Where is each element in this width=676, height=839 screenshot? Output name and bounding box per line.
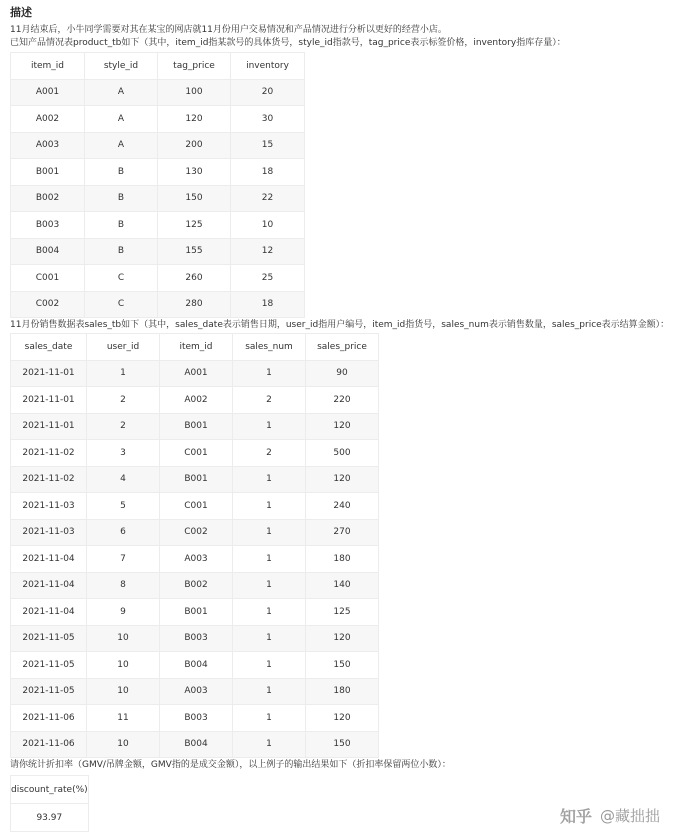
table-cell: 120 <box>306 705 379 732</box>
section-title: 描述 <box>10 6 32 19</box>
table-cell: A <box>85 132 158 159</box>
column-header: item_id <box>160 334 233 361</box>
table-cell: 5 <box>87 493 160 520</box>
table-cell: 2021-11-03 <box>11 493 87 520</box>
table-row <box>11 493 379 520</box>
table-cell: B003 <box>160 625 233 652</box>
table-cell: 220 <box>306 387 379 414</box>
table-row <box>11 185 305 212</box>
table-cell: 1 <box>233 705 306 732</box>
table-cell: 270 <box>306 519 379 546</box>
table-cell: 1 <box>233 652 306 679</box>
table-cell: A001 <box>11 79 85 106</box>
table-cell: A003 <box>11 132 85 159</box>
table-cell: A003 <box>160 546 233 573</box>
table-cell: 2021-11-01 <box>11 387 87 414</box>
table-row <box>11 159 305 186</box>
table-cell: 8 <box>87 572 160 599</box>
table-cell: 10 <box>87 652 160 679</box>
sales-table-description: 11月份销售数据表sales_tb如下（其中，sales_date表示销售日期，user_id指用户编号，item_id指货号，sales_num表示销售数量，sales_price表示结算金额）： <box>10 320 670 330</box>
table-cell: 150 <box>306 731 379 758</box>
table-cell: 1 <box>233 519 306 546</box>
table-row <box>11 360 379 387</box>
table-header-row <box>11 776 89 804</box>
table-row <box>11 572 379 599</box>
table-cell: A001 <box>160 360 233 387</box>
table-cell: 260 <box>158 265 231 292</box>
table-cell: 2021-11-06 <box>11 731 87 758</box>
table-cell: C001 <box>160 493 233 520</box>
table-row <box>11 79 305 106</box>
table-cell: B004 <box>160 652 233 679</box>
table-cell: 2021-11-05 <box>11 652 87 679</box>
table-cell: 150 <box>306 652 379 679</box>
table-cell: 130 <box>158 159 231 186</box>
column-header: item_id <box>11 53 85 80</box>
author-handle: @藏拙拙 <box>599 807 660 825</box>
table-cell: 10 <box>231 212 305 239</box>
table-cell: 20 <box>231 79 305 106</box>
table-cell: 150 <box>158 185 231 212</box>
table-cell: 125 <box>158 212 231 239</box>
product-table-description: 已知产品情况表product_tb如下（其中，item_id指某款号的具体货号，style_id指款号，tag_price表示标签价格，inventory指库存量）： <box>10 38 566 48</box>
table-cell: 120 <box>158 106 231 133</box>
table-cell: 6 <box>87 519 160 546</box>
table-cell: B <box>85 159 158 186</box>
table-cell: 200 <box>158 132 231 159</box>
table-cell: 2021-11-01 <box>11 360 87 387</box>
table-cell: 140 <box>306 572 379 599</box>
table-cell: B004 <box>160 731 233 758</box>
table-cell: B004 <box>11 238 85 265</box>
table-cell: B <box>85 212 158 239</box>
table-cell: B001 <box>160 466 233 493</box>
table-cell: 1 <box>233 731 306 758</box>
zhihu-watermark <box>560 804 660 827</box>
table-cell: 30 <box>231 106 305 133</box>
zhihu-logo: 知乎 <box>559 807 592 826</box>
table-cell: 90 <box>306 360 379 387</box>
question-text: 请你统计折扣率（GMV/吊牌金额，GMV指的是成交金额），以上例子的输出结果如下（折扣率保留两位小数）： <box>10 760 451 770</box>
table-cell: C002 <box>11 291 85 318</box>
table-cell: 155 <box>158 238 231 265</box>
table-cell: 120 <box>306 466 379 493</box>
table-cell: 2021-11-04 <box>11 546 87 573</box>
table-row <box>11 291 305 318</box>
table-cell: 2021-11-02 <box>11 466 87 493</box>
intro-text: 11月结束后，小牛同学需要对其在某宝的网店就11月份用户交易情况和产品情况进行分析以更好的经营小店。 <box>10 25 447 35</box>
table-cell: 2021-11-03 <box>11 519 87 546</box>
table-cell: 2 <box>233 387 306 414</box>
table-cell: 2 <box>233 440 306 467</box>
table-cell: 1 <box>233 678 306 705</box>
table-cell: 10 <box>87 678 160 705</box>
table-cell: 2 <box>87 413 160 440</box>
table-row <box>11 238 305 265</box>
table-cell: 1 <box>87 360 160 387</box>
table-cell: B001 <box>160 599 233 626</box>
column-header: discount_rate(%) <box>11 776 89 804</box>
table-cell: 1 <box>233 572 306 599</box>
table-cell: B002 <box>11 185 85 212</box>
column-header: sales_price <box>306 334 379 361</box>
sales-table <box>10 333 379 758</box>
table-cell: B <box>85 185 158 212</box>
table-row <box>11 546 379 573</box>
table-row <box>11 106 305 133</box>
table-cell: 93.97 <box>11 804 89 832</box>
table-row <box>11 466 379 493</box>
table-row <box>11 132 305 159</box>
table-cell: 125 <box>306 599 379 626</box>
table-cell: 18 <box>231 159 305 186</box>
table-row <box>11 599 379 626</box>
table-cell: A002 <box>160 387 233 414</box>
table-row <box>11 804 89 832</box>
table-cell: 10 <box>87 731 160 758</box>
table-cell: 180 <box>306 678 379 705</box>
table-cell: 1 <box>233 546 306 573</box>
table-cell: 15 <box>231 132 305 159</box>
table-cell: 100 <box>158 79 231 106</box>
table-header-row <box>11 334 379 361</box>
table-cell: 11 <box>87 705 160 732</box>
table-cell: B003 <box>160 705 233 732</box>
table-cell: 240 <box>306 493 379 520</box>
table-cell: 120 <box>306 625 379 652</box>
table-cell: 1 <box>233 493 306 520</box>
table-cell: 180 <box>306 546 379 573</box>
table-row <box>11 265 305 292</box>
table-cell: 2021-11-05 <box>11 625 87 652</box>
table-cell: A002 <box>11 106 85 133</box>
table-cell: C <box>85 265 158 292</box>
table-cell: 1 <box>233 413 306 440</box>
table-cell: 25 <box>231 265 305 292</box>
table-row <box>11 413 379 440</box>
table-cell: 2 <box>87 387 160 414</box>
table-cell: 280 <box>158 291 231 318</box>
table-cell: B002 <box>160 572 233 599</box>
result-table <box>10 775 89 832</box>
table-cell: 7 <box>87 546 160 573</box>
table-cell: 4 <box>87 466 160 493</box>
table-cell: 1 <box>233 599 306 626</box>
column-header: inventory <box>231 53 305 80</box>
table-cell: 2021-11-05 <box>11 678 87 705</box>
table-cell: 1 <box>233 466 306 493</box>
table-cell: 22 <box>231 185 305 212</box>
table-cell: B001 <box>11 159 85 186</box>
product-table <box>10 52 305 318</box>
table-cell: 10 <box>87 625 160 652</box>
table-cell: B001 <box>160 413 233 440</box>
table-cell: 1 <box>233 360 306 387</box>
table-row <box>11 705 379 732</box>
table-cell: A003 <box>160 678 233 705</box>
table-row <box>11 440 379 467</box>
column-header: tag_price <box>158 53 231 80</box>
table-cell: 12 <box>231 238 305 265</box>
table-cell: B <box>85 238 158 265</box>
table-cell: 2021-11-01 <box>11 413 87 440</box>
table-header-row <box>11 53 305 80</box>
table-cell: 120 <box>306 413 379 440</box>
table-cell: 2021-11-02 <box>11 440 87 467</box>
table-row <box>11 212 305 239</box>
table-cell: 1 <box>233 625 306 652</box>
table-cell: 3 <box>87 440 160 467</box>
table-cell: 18 <box>231 291 305 318</box>
table-cell: 500 <box>306 440 379 467</box>
table-cell: C001 <box>11 265 85 292</box>
table-row <box>11 652 379 679</box>
table-cell: 2021-11-04 <box>11 599 87 626</box>
table-row <box>11 387 379 414</box>
table-cell: B003 <box>11 212 85 239</box>
table-cell: A <box>85 79 158 106</box>
table-cell: 2021-11-04 <box>11 572 87 599</box>
column-header: sales_num <box>233 334 306 361</box>
table-cell: C <box>85 291 158 318</box>
table-cell: 9 <box>87 599 160 626</box>
table-row <box>11 678 379 705</box>
table-cell: C001 <box>160 440 233 467</box>
table-cell: 2021-11-06 <box>11 705 87 732</box>
table-row <box>11 625 379 652</box>
table-cell: C002 <box>160 519 233 546</box>
column-header: user_id <box>87 334 160 361</box>
table-row <box>11 731 379 758</box>
table-cell: A <box>85 106 158 133</box>
table-row <box>11 519 379 546</box>
column-header: style_id <box>85 53 158 80</box>
column-header: sales_date <box>11 334 87 361</box>
